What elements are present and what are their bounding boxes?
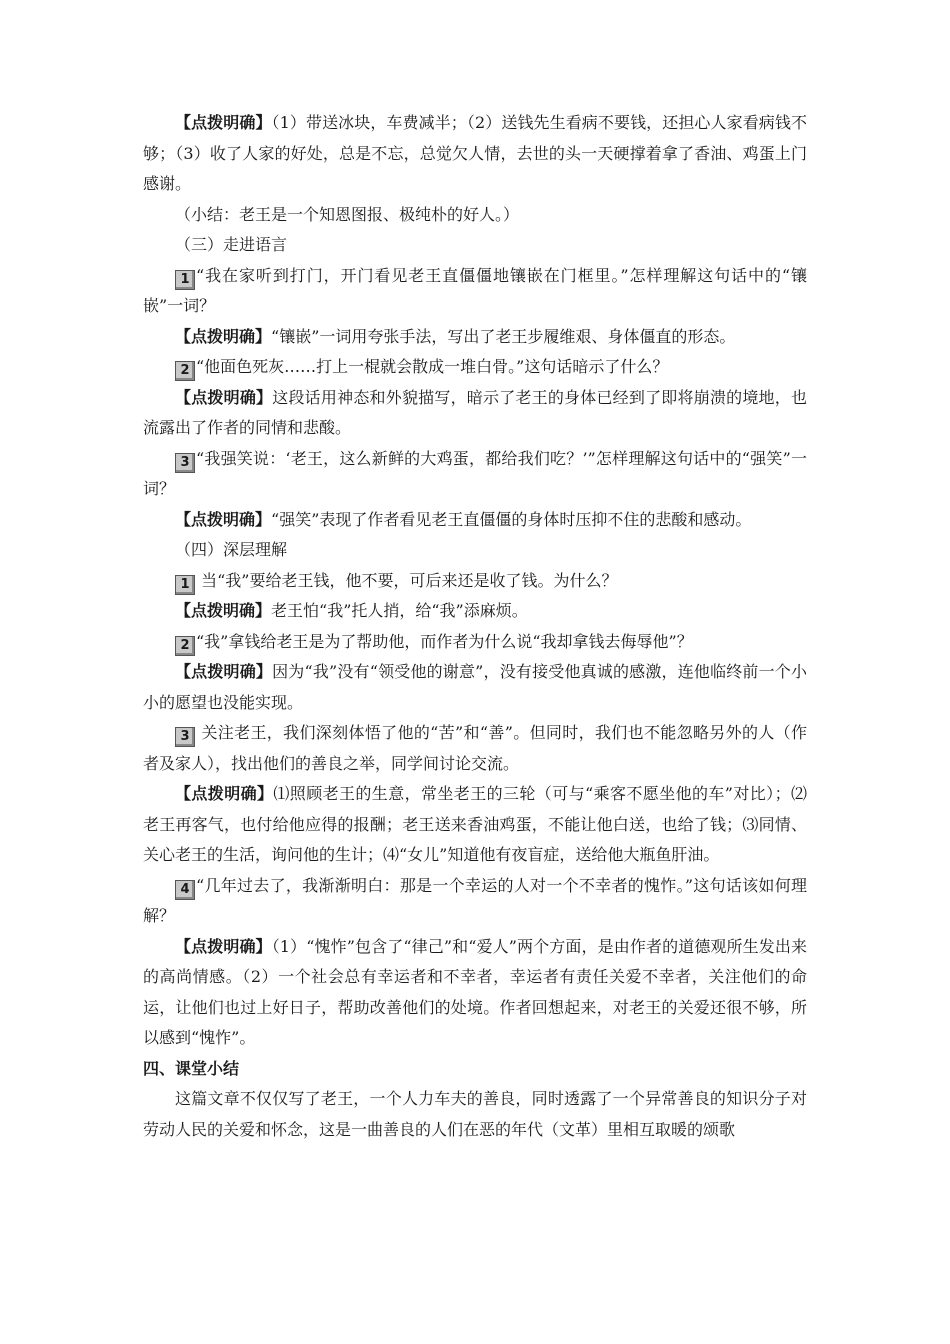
question-text: “我强笑说：‘老王，这么新鲜的大鸡蛋，都给我们吃？’”怎样理解这句话中的“强笑”一词？ bbox=[143, 448, 807, 498]
question-number: 3 bbox=[175, 727, 195, 747]
answer-text: 这段话用神态和外貌描写，暗示了老王的身体已经到了即将崩溃的境地，也流露出了作者的同情和悲酸。 bbox=[143, 387, 807, 437]
question-paragraph bbox=[143, 444, 807, 505]
question-text: “我”拿钱给老王是为了帮助他，而作者为什么说“我却拿钱去侮辱他”？ bbox=[196, 631, 693, 651]
summary-note: （小结：老王是一个知恩图报、极纯朴的好人。） bbox=[175, 204, 520, 224]
answer-label: 【点拨明确】 bbox=[175, 387, 273, 407]
question-paragraph bbox=[143, 871, 807, 932]
question-paragraph bbox=[143, 352, 807, 383]
answer-paragraph bbox=[143, 596, 807, 627]
section-title: 四、课堂小结 bbox=[143, 1058, 240, 1078]
answer-text: “强笑”表现了作者看见老王直僵僵的身体时压抑不住的悲酸和感动。 bbox=[271, 509, 752, 529]
question-text: 当“我”要给老王钱，他不要，可后来还是收了钱。为什么？ bbox=[201, 570, 618, 590]
question-number: 4 bbox=[175, 880, 195, 900]
answer-paragraph bbox=[143, 383, 807, 444]
document-page bbox=[143, 108, 807, 1145]
answer-paragraph bbox=[143, 322, 807, 353]
answer-text: ⑴照顾老王的生意，常坐老王的三轮（可与“乘客不愿坐他的车”对比）；⑵老王再客气，也付给他应得的报酬；老王送来香油鸡蛋，不能让他白送，也给了钱；⑶同情、关心老王的生活，询问他的生计；⑷“女儿”知道他有夜盲症，送给他大瓶鱼肝油。 bbox=[143, 784, 807, 864]
question-paragraph bbox=[143, 566, 807, 597]
answer-paragraph bbox=[143, 505, 807, 536]
answer-text: 因为“我”没有“领受他的谢意”，没有接受他真诚的感激，连他临终前一个小小的愿望也没能实现。 bbox=[143, 662, 807, 712]
answer-label: 【点拨明确】 bbox=[175, 601, 272, 620]
answer-label: 【点拨明确】 bbox=[175, 509, 272, 529]
answer-text: （1）“愧怍”包含了“律己”和“爱人”两个方面，是由作者的道德观所生发出来的高尚情感。（2）一个社会总有幸运者和不幸者，幸运者有责任关爱不幸者，关注他们的命运，让他们也过上好日子，帮助改善他们的处境。作者回想起来，对老王的关爱还很不够，所以感到“愧怍”。 bbox=[143, 936, 807, 1047]
answer-text: 老王怕“我”托人捎，给“我”添麻烦。 bbox=[271, 601, 528, 620]
question-text: “我在家听到打门，开门看见老王直僵僵地镶嵌在门框里。”怎样理解这句话中的“镶嵌”一词？ bbox=[143, 265, 807, 315]
section-heading: （四）深层理解 bbox=[175, 540, 288, 559]
answer-label: 【点拨明确】 bbox=[175, 113, 272, 132]
question-number: 3 bbox=[175, 453, 195, 473]
answer-paragraph bbox=[143, 779, 807, 871]
question-number: 1 bbox=[175, 575, 195, 595]
question-text: “几年过去了，我渐渐明白：那是一个幸运的人对一个不幸者的愧怍。”这句话该如何理解？ bbox=[143, 875, 807, 925]
question-number: 2 bbox=[175, 361, 195, 381]
answer-text: “镶嵌”一词用夸张手法，写出了老王步履维艰、身体僵直的形态。 bbox=[271, 326, 736, 346]
answer-text: （1）带送冰块，车费减半；（2）送钱先生看病不要钱，还担心人家看病钱不够；（3）收了人家的好处，总是不忘，总觉欠人情，去世的头一天硬撑着拿了香油、鸡蛋上门感谢。 bbox=[143, 113, 807, 193]
answer-paragraph bbox=[143, 932, 807, 1054]
question-number: 1 bbox=[175, 270, 195, 290]
question-text: 关注老王，我们深刻体悟了他的“苦”和“善”。但同时，我们也不能忽略另外的人（作者及家人），找出他们的善良之举，同学间讨论交流。 bbox=[143, 723, 807, 773]
question-number: 2 bbox=[175, 636, 195, 656]
question-paragraph bbox=[143, 261, 807, 322]
answer-label: 【点拨明确】 bbox=[175, 326, 272, 346]
answer-label: 【点拨明确】 bbox=[175, 784, 274, 803]
answer-label: 【点拨明确】 bbox=[175, 936, 272, 956]
answer-label: 【点拨明确】 bbox=[175, 662, 273, 681]
answer-paragraph bbox=[143, 657, 807, 718]
section-heading: （三）走进语言 bbox=[175, 235, 288, 254]
summary-paragraph: 这篇文章不仅仅写了老王，一个人力车夫的善良，同时透露了一个异常善良的知识分子对劳动人民的关爱和怀念，这是一曲善良的人们在恶的年代（文革）里相互取暖的颂歌 bbox=[143, 1089, 807, 1139]
question-text: “他面色死灰……打上一棍就会散成一堆白骨。”这句话暗示了什么？ bbox=[196, 357, 669, 376]
question-paragraph bbox=[143, 627, 807, 658]
answer-paragraph bbox=[143, 108, 807, 200]
question-paragraph bbox=[143, 718, 807, 779]
